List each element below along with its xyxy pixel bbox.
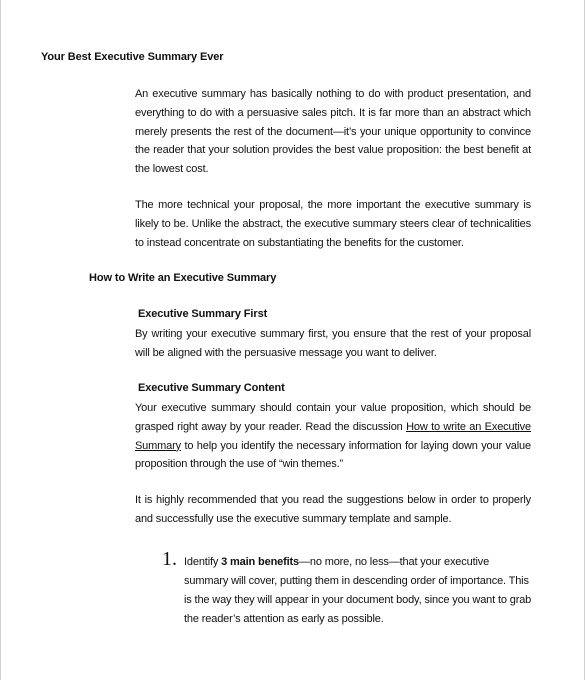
section-first-text: By writing your executive summary first, you ensure that the rest of your proposal will be aligned with the persuasive message you want to deliver. [135,328,531,359]
intro-paragraph-2: The more technical your proposal, the more important the executive summary is likely to be. Unlike the abstract, the executive summary steers clear of technicalities to instead concentrate on substantiating the benefits for the customer. [135,199,531,249]
main-heading: Your Best Executive Summary Ever [41,51,224,63]
list-item-bold: 3 main benefits [221,556,299,568]
recommendation-paragraph: It is highly recommended that you read the suggestions below in order to properly and successfully use the executive summary template and sample. [135,494,531,525]
list-item-text-after: —no more, no less—that your executive summary will cover, putting them in descending order of importance. This is the way they will appear in your document body, since you want to grab the reader’s attention as early as possible. [184,556,532,625]
intro-paragraph-1: An executive summary has basically nothing to do with product presentation, and everything to do with a persuasive sales pitch. It is far more than an abstract which merely presents the rest of the document—it’s your unique opportunity to convince the reader that your solution provides the best value proposition: the best benefit at the lowest cost. [135,88,531,176]
section-content-text [135,399,531,474]
section-content-text-after: to help you identify the necessary information for laying down your value proposition through the use of “win themes.” [135,439,531,471]
list-item-text [184,553,532,629]
how-to-heading: How to Write an Executive Summary [89,272,277,284]
section-content-title: Executive Summary Content [138,382,285,394]
section-content-text-before: Your executive summary should contain your value proposition, which should be grasped right away by your reader. Read the discussion [135,402,531,433]
list-item-text-before: Identify [184,556,222,568]
how-to-write-link[interactable]: How to write an Executive Summary [135,420,532,452]
section-first-title: Executive Summary First [138,308,268,320]
list-item-number: 1. [162,548,177,570]
